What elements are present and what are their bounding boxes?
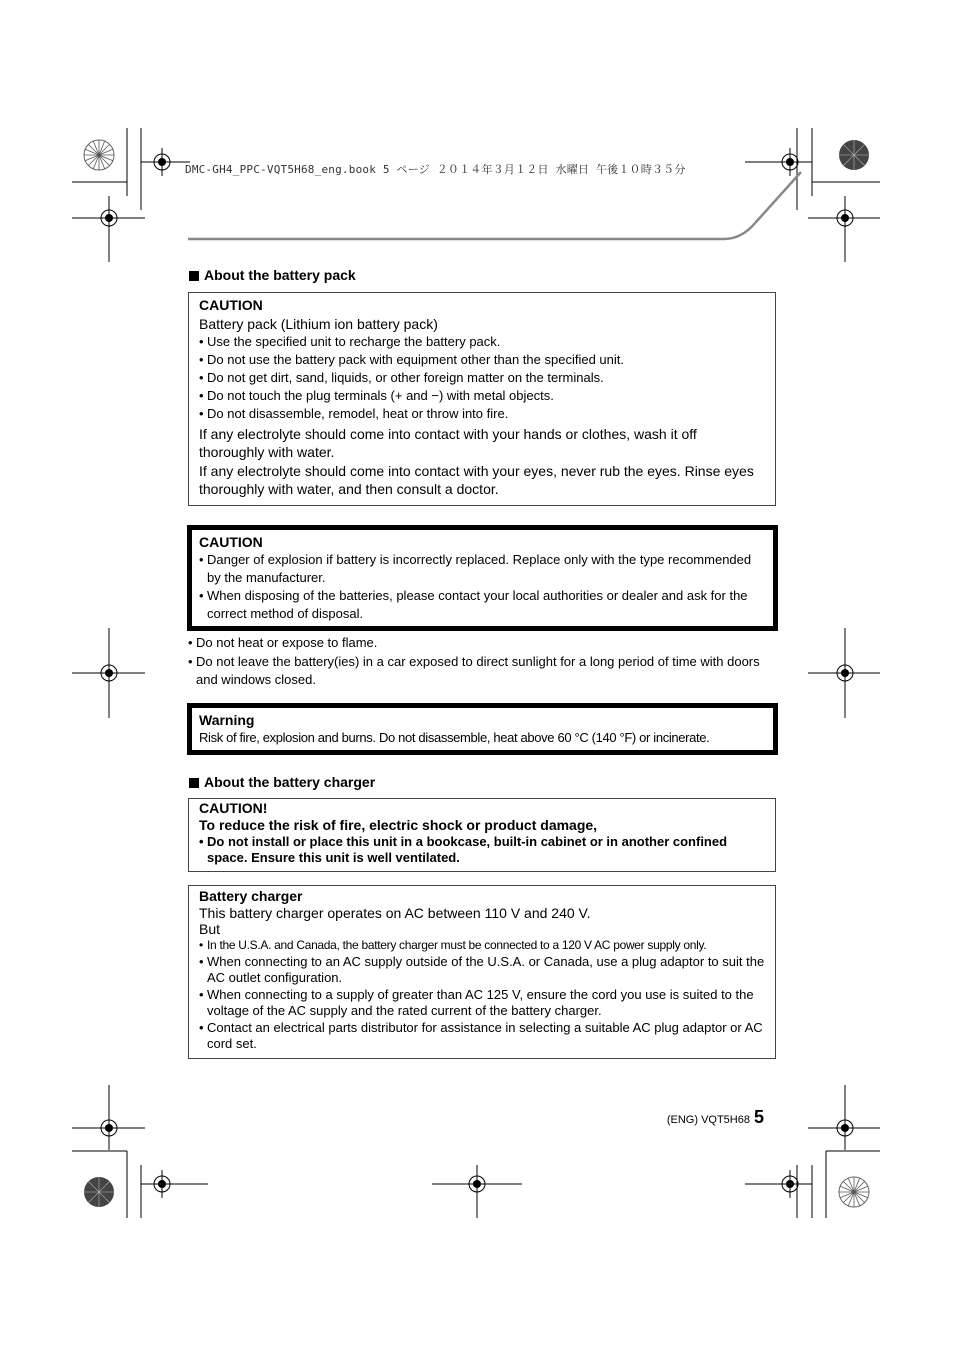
caution-list	[199, 551, 767, 623]
caution-title: CAUTION	[199, 534, 263, 550]
electrolyte-eyes-paragraph: If any electrolyte should come into contact with your eyes, never rub the eyes. Rinse eyes thoroughly with water, and then consult a doctor.	[199, 463, 754, 497]
caution-subtitle: Battery pack (Lithium ion battery pack)	[199, 316, 438, 332]
caution-title: CAUTION!	[199, 800, 268, 816]
square-bullet-icon	[189, 271, 199, 281]
list-item: • Do not heat or expose to flame.	[188, 634, 774, 652]
battery-pack-heading	[189, 267, 356, 283]
list-item: • Do not touch the plug terminals (+ and −) with metal objects.	[199, 387, 765, 405]
file-header-line: DMC-GH4_PPC-VQT5H68_eng.book 5 ページ ２０１４年３月１２日 水曜日 午後１０時３５分	[185, 163, 686, 176]
document-code: (ENG) VQT5H68	[666, 1114, 750, 1126]
charger-caution-box	[188, 798, 776, 872]
caution-subtitle: To reduce the risk of fire, electric shock or product damage,	[199, 817, 598, 833]
charger-list	[199, 937, 765, 1053]
list-item: • Use the specified unit to recharge the battery pack.	[199, 333, 765, 351]
warning-text: Risk of fire, explosion and burns. Do not disassemble, heat above 60 °C (140 °F) or incinerate.	[199, 730, 710, 745]
charger-info-box	[188, 885, 776, 1059]
caution-title: CAUTION	[199, 297, 263, 313]
warning-box	[187, 703, 778, 755]
list-item: • When disposing of the batteries, please contact your local authorities or dealer and ask for the correct method of disposal.	[199, 587, 767, 623]
electrolyte-hands-paragraph: If any electrolyte should come into contact with your hands or clothes, wash it off thoroughly with water.	[199, 426, 697, 460]
list-item: • When connecting to an AC supply outside of the U.S.A. or Canada, use a plug adaptor to suit the AC outlet configuration.	[199, 954, 765, 987]
list-item: • In the U.S.A. and Canada, the battery charger must be connected to a 120 V AC power supply only.	[199, 937, 765, 954]
list-item: • Do not disassemble, remodel, heat or throw into fire.	[199, 405, 765, 423]
charger-but-line: But	[199, 921, 221, 937]
list-item: • When connecting to a supply of greater than AC 125 V, ensure the cord you use is suited to the voltage of the AC supply and the rated current of the battery charger.	[199, 987, 765, 1020]
warning-title: Warning	[199, 712, 255, 728]
list-item: • Do not leave the battery(ies) in a car exposed to direct sunlight for a long period of time with doors and windows closed.	[188, 653, 774, 689]
caution-list	[199, 834, 765, 866]
charger-heading	[189, 774, 375, 790]
list-item: • Do not install or place this unit in a bookcase, built-in cabinet or in another confined space. Ensure this unit is well ventilated.	[199, 834, 765, 866]
caution-list	[199, 333, 765, 423]
battery-pack-heading-text: About the battery pack	[204, 267, 356, 283]
list-item: • Contact an electrical parts distributor for assistance in selecting a suitable AC plug adaptor or AC cord set.	[199, 1020, 765, 1053]
charger-heading-text: About the battery charger	[204, 774, 376, 790]
list-item: • Do not use the battery pack with equipment other than the specified unit.	[199, 351, 765, 369]
charger-voltage-line: This battery charger operates on AC between 110 V and 240 V.	[199, 905, 591, 921]
page-footer	[667, 1107, 764, 1128]
caution-box-battery-pack	[188, 292, 776, 506]
page-number: 5	[753, 1107, 764, 1127]
caution-box-replacement	[187, 525, 778, 631]
square-bullet-icon	[189, 778, 199, 788]
battery-safety-list	[188, 634, 774, 689]
list-item: • Do not get dirt, sand, liquids, or other foreign matter on the terminals.	[199, 369, 765, 387]
charger-title: Battery charger	[199, 888, 303, 904]
list-item: • Danger of explosion if battery is incorrectly replaced. Replace only with the type recommended by the manufacturer.	[199, 551, 767, 587]
